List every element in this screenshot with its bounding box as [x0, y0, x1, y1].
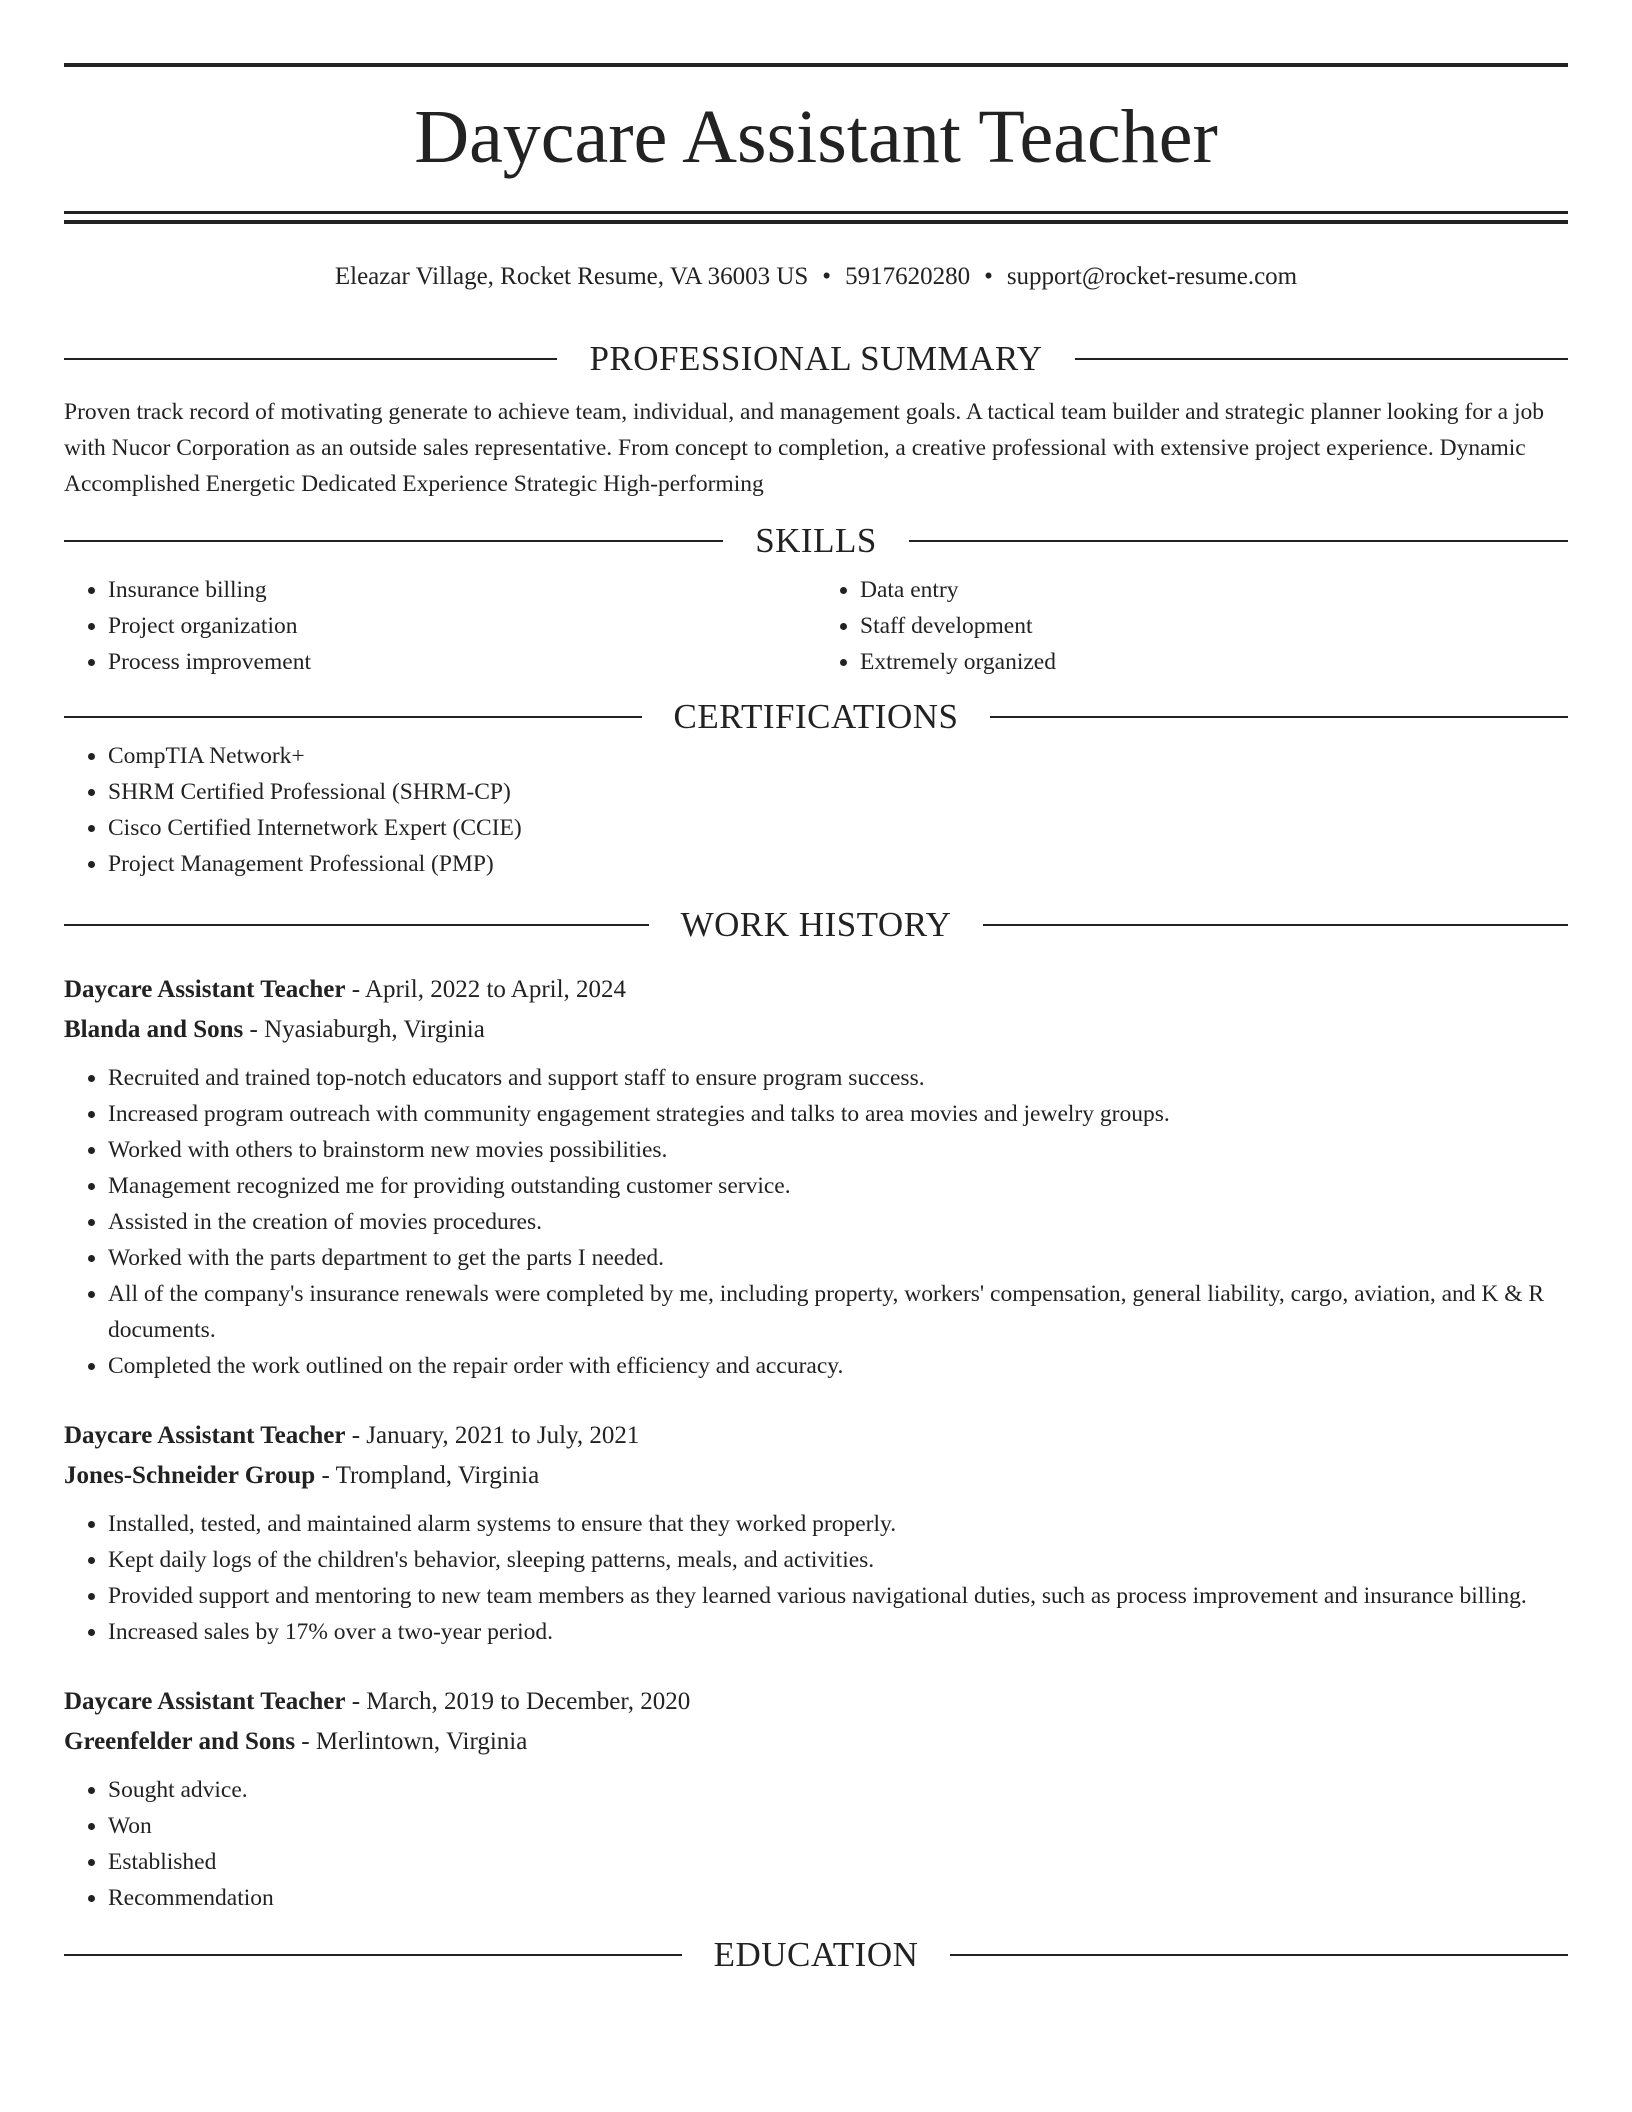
skills-columns: [64, 572, 1568, 680]
job-dates: - January, 2021 to July, 2021: [345, 1422, 640, 1449]
summary-text: Proven track record of motivating generate to achieve team, individual, and management goals. A tactical team builder and strategic planner looking for a job with Nucor Corporation as an outside sales representative. From concept to completion, a creative professional with extensive project experience. Dynamic Accomplished Energetic Dedicated Experience Strategic High-performing: [64, 399, 1544, 497]
section-heading-summary: [64, 338, 1568, 380]
job-bullets: [64, 1060, 1568, 1384]
skills-list-left: [64, 572, 816, 680]
contact-address: Eleazar Village, Rocket Resume, VA 36003 US: [334, 263, 809, 290]
section-heading-label: PROFESSIONAL SUMMARY: [589, 339, 1043, 378]
job-bullets: [64, 1506, 1568, 1650]
job-title-line: [64, 1682, 1568, 1722]
job-bullet: • Sought advice.: [108, 1772, 1568, 1808]
job-title: Daycare Assistant Teacher: [64, 1422, 346, 1449]
job-company: Greenfelder and Sons: [64, 1728, 296, 1755]
contact-phone: 5917620280: [845, 263, 971, 290]
job-bullet: • Established: [108, 1844, 1568, 1880]
contact-email: support@rocket-resume.com: [1006, 263, 1298, 290]
job-bullet: • Assisted in the creation of movies procedures.: [108, 1204, 1568, 1240]
heading-rule: [64, 358, 557, 360]
contact-separator: •: [984, 263, 993, 290]
certifications-list: [64, 738, 1568, 882]
heading-rule: [64, 540, 723, 542]
heading-rule: [64, 924, 649, 926]
contact-line: [64, 262, 1568, 292]
job-bullet: • Provided support and mentoring to new team members as they learned various navigational duties, such as process improvement and insurance billing.: [108, 1578, 1568, 1614]
job-bullets: [64, 1772, 1568, 1916]
job-title: Daycare Assistant Teacher: [64, 1688, 346, 1715]
job-dates: - March, 2019 to December, 2020: [345, 1688, 691, 1715]
section-heading-label: SKILLS: [755, 521, 877, 560]
job-company: Jones-Schneider Group: [64, 1462, 316, 1489]
skill-item: • Project organization: [108, 608, 816, 644]
heading-rule: [64, 1954, 682, 1956]
certification-item: • CompTIA Network+: [108, 738, 1568, 774]
job-title-line: [64, 1416, 1568, 1456]
skills-list-right: [816, 572, 1568, 680]
job-bullet: • Management recognized me for providing outstanding customer service.: [108, 1168, 1568, 1204]
job-dates: - April, 2022 to April, 2024: [345, 976, 627, 1003]
job-location: - Merlintown, Virginia: [295, 1728, 528, 1755]
job-bullet: • Increased program outreach with community engagement strategies and talks to area movies and jewelry groups.: [108, 1096, 1568, 1132]
certification-item: • SHRM Certified Professional (SHRM-CP): [108, 774, 1568, 810]
job-entry: [64, 1416, 1568, 1650]
heading-rule: [909, 540, 1568, 542]
job-title-line: [64, 970, 1568, 1010]
job-bullet: • All of the company's insurance renewals were completed by me, including property, workers' compensation, general liability, cargo, aviation, and K & R documents.: [108, 1276, 1568, 1348]
section-heading-label: EDUCATION: [713, 1935, 919, 1974]
job-bullet: • Recommendation: [108, 1880, 1568, 1916]
heading-rule: [983, 924, 1568, 926]
skill-item: • Data entry: [860, 572, 1568, 608]
heading-rule: [990, 716, 1568, 718]
section-heading-skills: [64, 520, 1568, 562]
section-heading-certifications: [64, 696, 1568, 738]
job-bullet: • Kept daily logs of the children's behavior, sleeping patterns, meals, and activities.: [108, 1542, 1568, 1578]
job-bullet: • Worked with others to brainstorm new movies possibilities.: [108, 1132, 1568, 1168]
contact-separator: •: [822, 263, 832, 290]
job-location: - Trompland, Virginia: [315, 1462, 540, 1489]
job-entry: [64, 1682, 1568, 1916]
job-entry: [64, 970, 1568, 1384]
job-location: - Nyasiaburgh, Virginia: [243, 1016, 485, 1043]
section-heading-work: [64, 904, 1568, 946]
job-bullet: • Worked with the parts department to get the parts I needed.: [108, 1240, 1568, 1276]
skill-item: • Process improvement: [108, 644, 816, 680]
job-bullet: • Won: [108, 1808, 1568, 1844]
job-bullet: • Increased sales by 17% over a two-year period.: [108, 1614, 1568, 1650]
job-company-line: [64, 1010, 1568, 1050]
job-company: Blanda and Sons: [64, 1016, 244, 1043]
skill-item: • Staff development: [860, 608, 1568, 644]
skill-item: • Insurance billing: [108, 572, 816, 608]
job-company-line: [64, 1456, 1568, 1496]
heading-rule: [950, 1954, 1568, 1956]
section-heading-label: CERTIFICATIONS: [673, 697, 959, 736]
heading-rule: [64, 716, 642, 718]
heading-rule: [1075, 358, 1568, 360]
job-company-line: [64, 1722, 1568, 1762]
job-bullet: • Recruited and trained top-notch educators and support staff to ensure program success.: [108, 1060, 1568, 1096]
certification-item: • Project Management Professional (PMP): [108, 846, 1568, 882]
certification-item: • Cisco Certified Internetwork Expert (CCIE): [108, 810, 1568, 846]
job-title: Daycare Assistant Teacher: [64, 976, 346, 1003]
section-heading-label: WORK HISTORY: [680, 905, 952, 944]
section-heading-education: [64, 1934, 1568, 1976]
job-bullet: • Completed the work outlined on the repair order with efficiency and accuracy.: [108, 1348, 1568, 1384]
job-bullet: • Installed, tested, and maintained alarm systems to ensure that they worked properly.: [108, 1506, 1568, 1542]
skill-item: • Extremely organized: [860, 644, 1568, 680]
resume-title: Daycare Assistant Teacher: [414, 95, 1218, 179]
title-double-rule: [64, 211, 1568, 224]
